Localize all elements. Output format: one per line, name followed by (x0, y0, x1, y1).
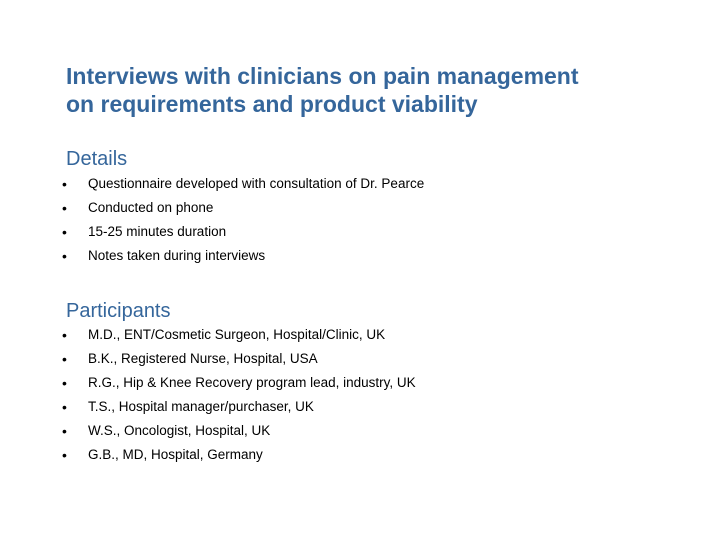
bullet-icon: • (62, 351, 67, 367)
bullet-icon: • (62, 375, 67, 391)
participant-item-text: R.G., Hip & Knee Recovery program lead, industry, UK (88, 375, 416, 390)
details-item-text: Notes taken during interviews (88, 248, 266, 263)
details-item-text: 15-25 minutes duration (88, 224, 227, 239)
slide-title-line-2: on requirements and product viability (66, 91, 478, 117)
participants-heading: Participants (66, 300, 171, 322)
details-item-text: Conducted on phone (88, 200, 214, 215)
participant-item-text: M.D., ENT/Cosmetic Surgeon, Hospital/Clinic, UK (88, 327, 386, 342)
details-item-text: Questionnaire developed with consultation of Dr. Pearce (88, 176, 425, 191)
details-heading: Details (66, 148, 128, 170)
bullet-icon: • (62, 224, 67, 240)
bullet-icon: • (62, 176, 67, 192)
bullet-icon: • (62, 327, 67, 343)
slide-title-line-1: Interviews with clinicians on pain management (66, 63, 579, 89)
slide-title (66, 62, 686, 118)
bullet-icon: • (62, 423, 67, 439)
participant-item-text: W.S., Oncologist, Hospital, UK (88, 423, 271, 438)
bullet-icon: • (62, 447, 67, 463)
bullet-icon: • (62, 399, 67, 415)
bullet-icon: • (62, 248, 67, 264)
participant-item-text: B.K., Registered Nurse, Hospital, USA (88, 351, 318, 366)
bullet-icon: • (62, 200, 67, 216)
participant-item-text: T.S., Hospital manager/purchaser, UK (88, 399, 314, 414)
participant-item-text: G.B., MD, Hospital, Germany (88, 447, 263, 462)
